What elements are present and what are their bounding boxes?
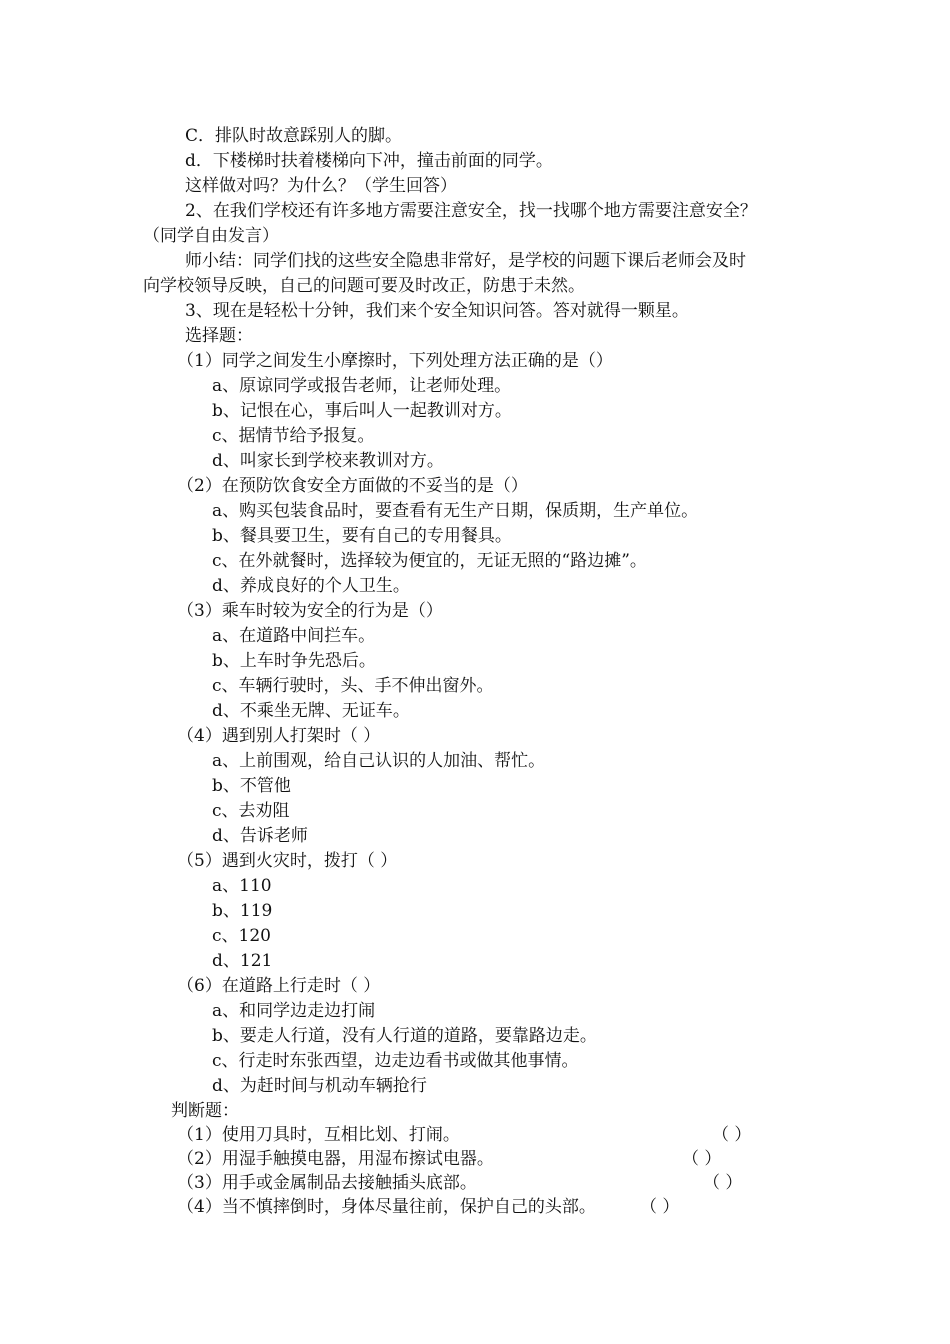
choice-option: c、据情节给予报复。 xyxy=(212,426,375,446)
choice-heading: 选择题： xyxy=(185,326,253,346)
choice-question: （3）乘车时较为安全的行为是（） xyxy=(177,601,443,621)
choice-option: b、餐具要卫生，要有自己的专用餐具。 xyxy=(212,526,512,546)
choice-option: b、上车时争先恐后。 xyxy=(212,651,376,671)
judge-question: （1）使用刀具时，互相比划、打闹。 xyxy=(177,1125,460,1145)
choice-option: d、不乘坐无牌、无证车。 xyxy=(212,701,410,721)
choice-option: d、121 xyxy=(212,951,273,971)
choice-question: （5）遇到火灾时，拨打（ ） xyxy=(177,851,398,871)
choice-option: b、要走人行道，没有人行道的道路，要靠路边走。 xyxy=(212,1026,597,1046)
judge-answer-blank: （ ） xyxy=(703,1173,743,1193)
choice-question: （6）在道路上行走时（ ） xyxy=(177,976,381,996)
judge-question: （4）当不慎摔倒时，身体尽量往前，保护自己的头部。 xyxy=(177,1197,596,1217)
choice-option: d、养成良好的个人卫生。 xyxy=(212,576,410,596)
judge-answer-blank: （ ） xyxy=(712,1125,752,1145)
task3: 3、现在是轻松十分钟，我们来个安全知识问答。答对就得一颗星。 xyxy=(185,301,689,321)
choice-option: d、告诉老师 xyxy=(212,826,308,846)
judge-answer-blank: （ ） xyxy=(682,1149,722,1169)
summary-line1: 师小结：同学们找的这些安全隐患非常好，是学校的问题下课后老师会及时 xyxy=(185,251,746,271)
task2-line2: （同学自由发言） xyxy=(143,226,279,246)
summary-line2: 向学校领导反映，自己的问题可要及时改正，防患于未然。 xyxy=(143,276,585,296)
task2-line1: 2、在我们学校还有许多地方需要注意安全，找一找哪个地方需要注意安全？ xyxy=(185,201,757,221)
choice-option: c、在外就餐时，选择较为便宜的，无证无照的“路边摊”。 xyxy=(212,551,647,571)
judge-question: （3）用手或金属制品去接触插头底部。 xyxy=(177,1173,477,1193)
choice-option: c、去劝阻 xyxy=(212,801,290,821)
choice-option: a、和同学边走边打闹 xyxy=(212,1001,376,1021)
intro-option-d: d．下楼梯时扶着楼梯向下冲，撞击前面的同学。 xyxy=(185,151,553,171)
choice-option: a、在道路中间拦车。 xyxy=(212,626,376,646)
choice-option: d、为赶时间与机动车辆抢行 xyxy=(212,1076,427,1096)
choice-option: a、购买包装食品时，要查看有无生产日期，保质期，生产单位。 xyxy=(212,501,699,521)
intro-option-c: C．排队时故意踩别人的脚。 xyxy=(185,126,403,146)
choice-option: a、110 xyxy=(212,876,272,896)
intro-question: 这样做对吗？为什么？（学生回答） xyxy=(185,176,457,196)
choice-question: （2）在预防饮食安全方面做的不妥当的是（） xyxy=(177,476,528,496)
choice-option: c、行走时东张西望，边走边看书或做其他事情。 xyxy=(212,1051,579,1071)
choice-question: （1）同学之间发生小摩擦时，下列处理方法正确的是（） xyxy=(177,351,613,371)
choice-option: a、原谅同学或报告老师，让老师处理。 xyxy=(212,376,512,396)
judge-question: （2）用湿手触摸电器，用湿布擦试电器。 xyxy=(177,1149,494,1169)
choice-option: c、车辆行驶时，头、手不伸出窗外。 xyxy=(212,676,494,696)
judge-answer-blank: （ ） xyxy=(640,1197,680,1217)
choice-option: a、上前围观，给自己认识的人加油、帮忙。 xyxy=(212,751,546,771)
judge-heading: 判断题： xyxy=(171,1101,239,1121)
choice-option: d、叫家长到学校来教训对方。 xyxy=(212,451,444,471)
choice-option: b、不管他 xyxy=(212,776,291,796)
choice-question: （4）遇到别人打架时（ ） xyxy=(177,726,381,746)
choice-option: c、120 xyxy=(212,926,271,946)
choice-option: b、记恨在心，事后叫人一起教训对方。 xyxy=(212,401,512,421)
choice-option: b、119 xyxy=(212,901,273,921)
